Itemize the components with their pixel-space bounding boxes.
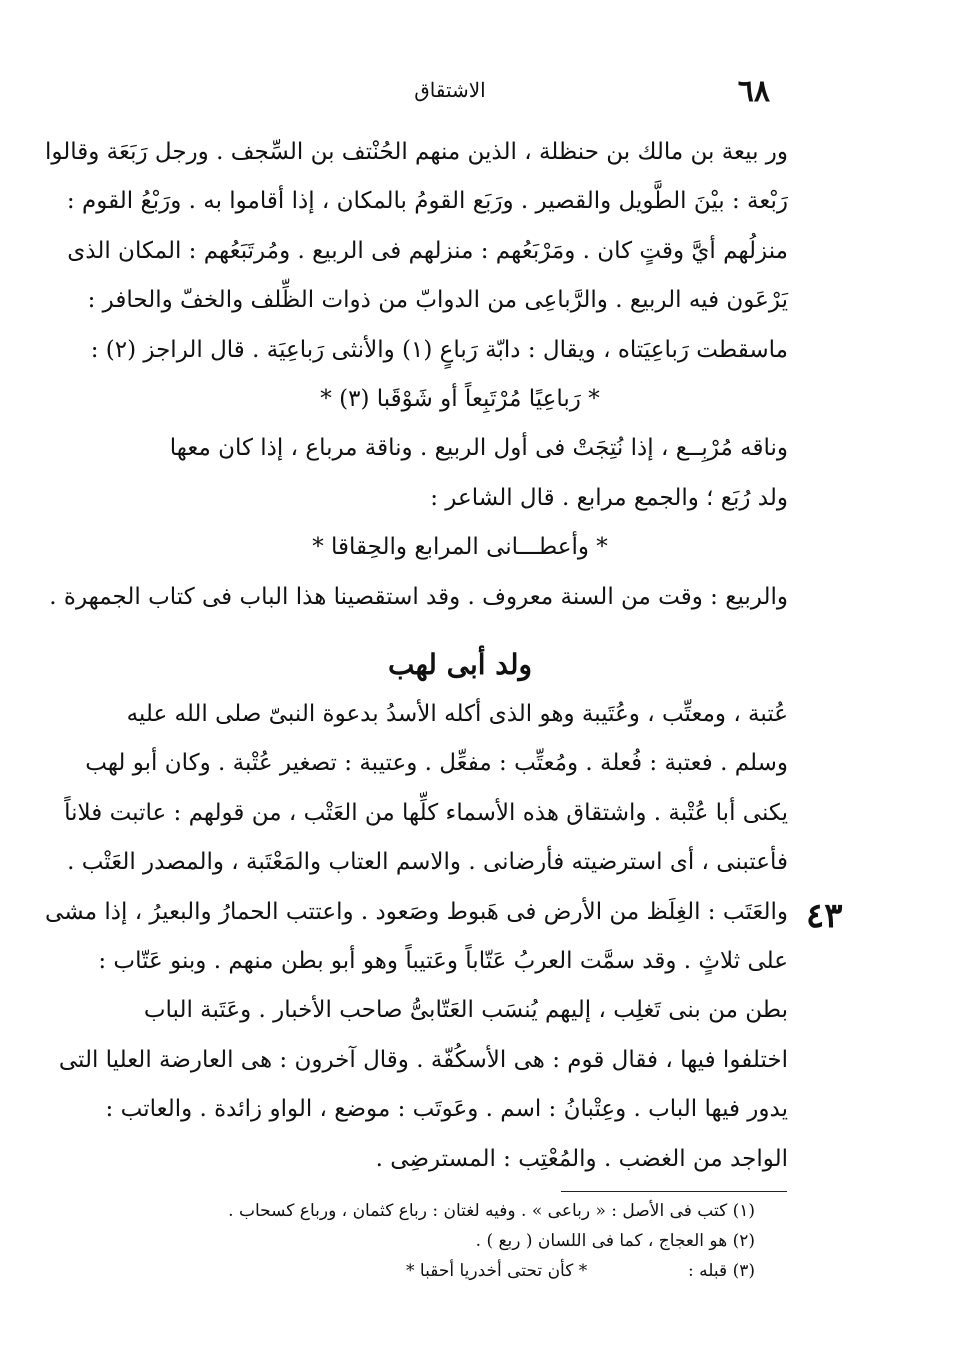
page-header: [130, 74, 770, 110]
text-line: والربيع : وقت من السنة معروف . وقد استقصينا هذا الباب فى كتاب الجمهرة .: [49, 583, 788, 610]
running-title: الاشتقاق: [414, 78, 486, 102]
text-line: وسلم . فعتبة : فُعلة . ومُعتِّب : مفعِّل . وعتيبة : تصغير عُتْبة . وكان أبو لهب: [85, 750, 788, 777]
text-line: ولد رُبَع ؛ والجمع مرابع . قال الشاعر :: [430, 484, 788, 511]
footnote-2: (٢) هو العجاج ، كما فى اللسان ( ربع ) .: [475, 1231, 755, 1251]
margin-number: ٤٣: [806, 896, 843, 936]
text-line: اختلفوا فيها ، فقال قوم : هى الأسكُفّة . وقال آخرون : هى العارضة العليا التى: [58, 1046, 788, 1073]
text-line: بطن من بنى تَغلِب ، إليهم يُنسَب العَتّابىُّ صاحب الأخبار . وعَتَبة الباب: [143, 997, 788, 1024]
verse-line: * رَباعِيًا مُرْتَبِعاً أو شَوْقَبا (٣) *: [320, 385, 600, 412]
text-line: رَبْعة : بيْنَ الطَّويل والقصير . ورَبَع القومُ بالمكان ، إذا أقاموا به . ورَبْعُ القوم :: [66, 188, 788, 215]
paragraph-abi-lahab: [45, 690, 788, 1184]
text-line: على ثلاثٍ . وقد سمَّت العربُ عَتّاباً وعَتيباً وهو أبو بطن منهم . وبنو عَتّاب :: [98, 947, 788, 974]
verse-line: * وأعطـــانى المرابع والحِقاقا *: [312, 534, 608, 561]
footnote-1: (١) كتب فى الأصل : « رباعى » . وفيه لغتان : رباع كثمان ، ورباع كسحاب .: [228, 1201, 755, 1221]
page-number: ٦٨: [737, 74, 770, 109]
text-line: يكنى أبا عُتْبة . واشتقاق هذه الأسماء كلِّها من العَتْب ، من قولهم : عاتبت فلاناً: [64, 799, 788, 826]
footnote-3-verse: * كأن تحتى أخدريا أحقبا *: [406, 1261, 588, 1281]
footnote-divider: [561, 1191, 787, 1192]
text-line: وناقه مُرْبِــع ، إذا نُتِجَتْ فى أول الربيع . وناقة مرباع ، إذا كان معها: [169, 435, 788, 462]
text-line: منزلُهم أيَّ وقتٍ كان . ومَرْبَعُهم : منزلهم فى الربيع . ومُرتَبَعُهم : المكان الذى: [67, 237, 788, 264]
text-line: ماسقطت رَباعِيَتاه ، ويقال : دابّة رَباعٍ (١) والأنثى رَباعِيَة . قال الراجز (٢) :: [90, 336, 788, 363]
footnotes: [190, 1196, 755, 1286]
text-line: يدور فيها الباب . وعِتْبانُ : اسم . وعَوتَب : موضع ، الواو زائدة . والعاتب :: [105, 1096, 788, 1123]
text-line: والعَتَب : الغِلَظ من الأرض فى هَبوط وصَعود . واعتتب الحمارُ والبعيرُ ، إذا مشى: [45, 898, 788, 925]
text-line: يَرْعَون فيه الربيع . والرَّباعِى من الدوابّ من ذوات الظِّلف والخفّ والحافر :: [87, 287, 788, 314]
text-line: فأعتبنى ، أى استرضيته فأرضانى . والاسم العتاب والمَعْتَبة ، والمصدر العَتْب .: [67, 849, 788, 876]
section-heading: ولد أبى لهب: [387, 648, 533, 681]
text-line: الواجد من الغضب . والمُعْتِب : المسترضِى .: [375, 1145, 788, 1172]
footnote-3-label: (٣) قبله :: [688, 1261, 755, 1281]
footnote-3: [190, 1256, 755, 1286]
paragraph-rabia: [44, 128, 788, 622]
text-line: عُتبة ، ومعتِّب ، وعُتَيبة وهو الذى أكله الأسدُ بدعوة النبىّ صلى الله عليه: [126, 701, 788, 727]
text-line: ور بيعة بن مالك بن حنظلة ، الذين منهم الحُنْتف بن السِّجف . ورجل رَبَعَة وقالوا: [44, 139, 788, 165]
